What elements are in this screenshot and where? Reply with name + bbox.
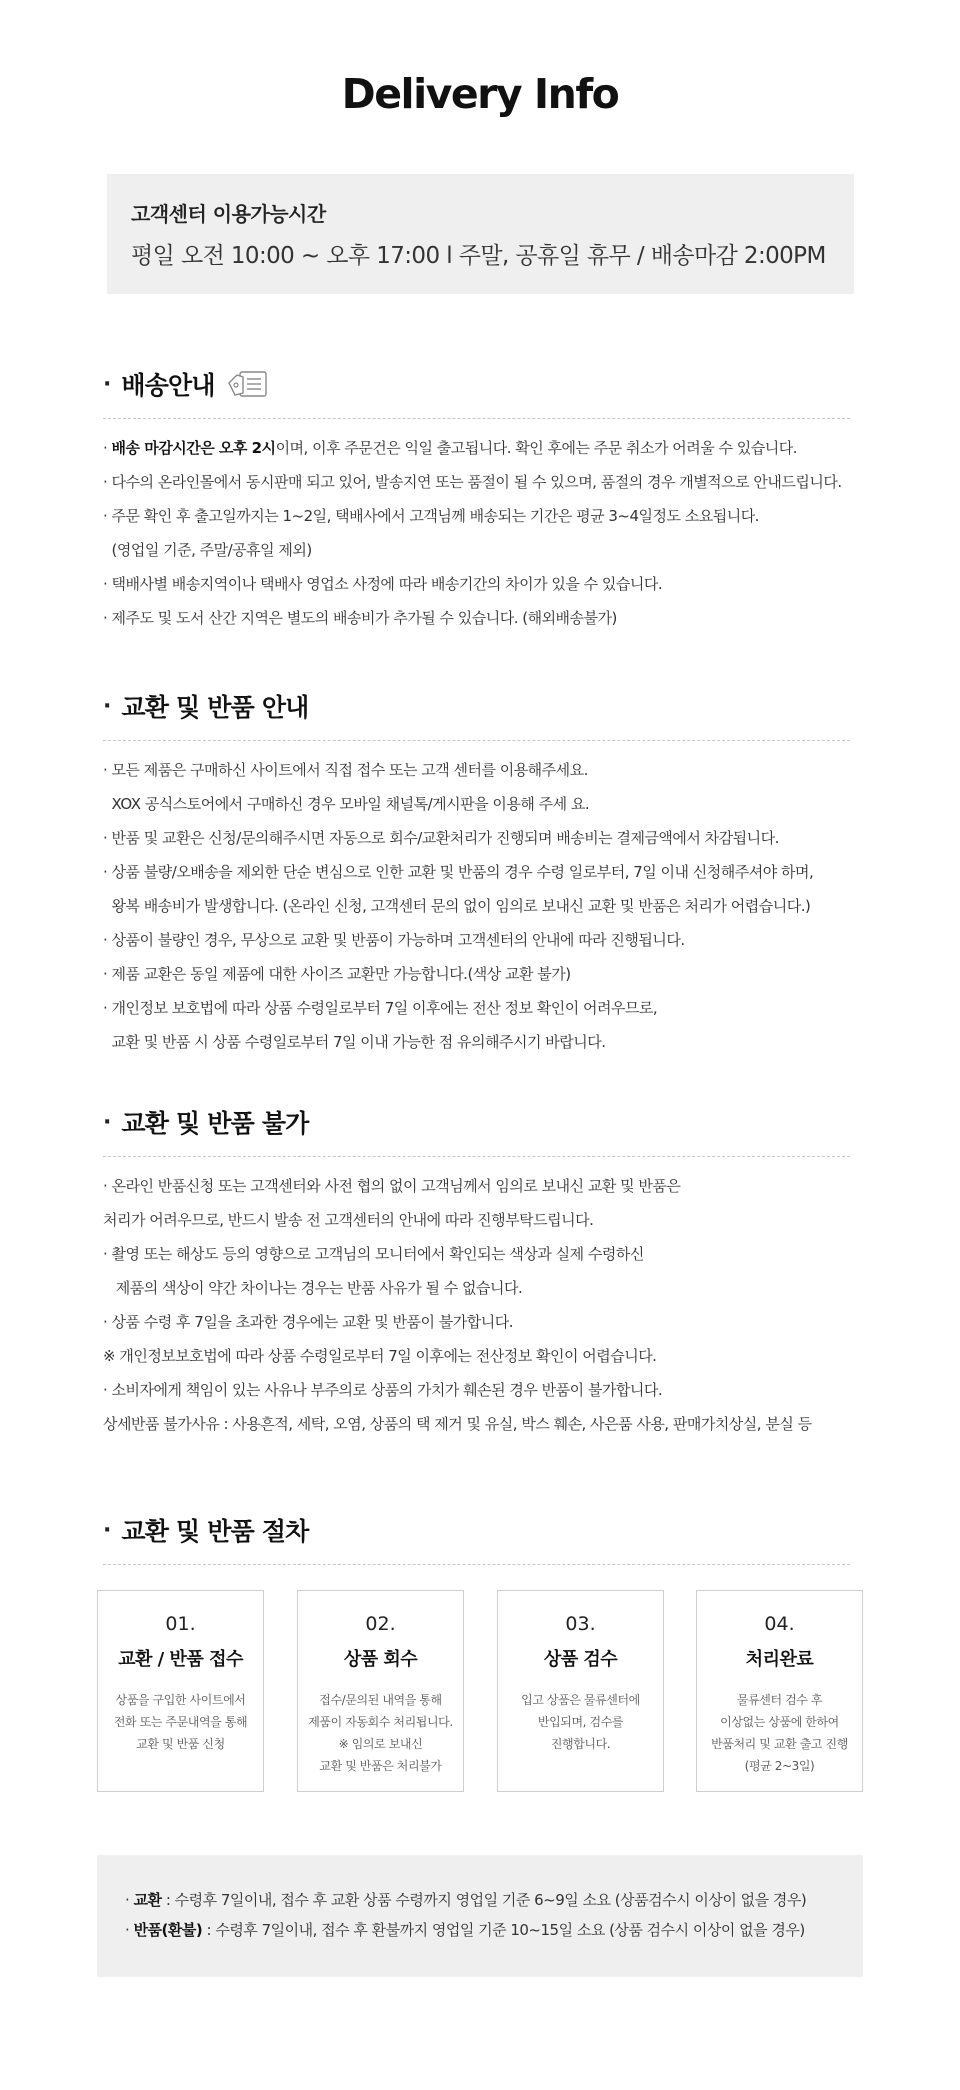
- step-number: 03.: [565, 1613, 596, 1635]
- exchange-line: XOX 공식스토어에서 구매하신 경우 모바일 채널톡/게시판을 이용해 주세 요.: [103, 795, 590, 813]
- step-title: 교환 / 반품 접수: [118, 1649, 243, 1670]
- heading-bullet: ·: [103, 1109, 112, 1135]
- shipping-section: [103, 366, 850, 635]
- shipping-line: · 택배사별 배송지역이나 택배사 영업소 사정에 따라 배송기간의 차이가 있을 수 있습니다.: [103, 575, 663, 593]
- procedure-heading: [103, 1512, 850, 1548]
- step-description: 상품을 구입한 사이트에서 전화 또는 주문내역을 통해 교환 및 반품 신청: [113, 1693, 248, 1751]
- exchange-line: 교환 및 반품 시 상품 수령일로부터 7일 이내 가능한 점 유의해주시기 바랍니다.: [103, 1033, 606, 1051]
- procedure-title: 교환 및 반품 절차: [121, 1517, 309, 1546]
- exchange-line: 왕복 배송비가 발생합니다. (온라인 신청, 고객센터 문의 없이 임의로 보내신 교환 및 반품은 처리가 어렵습니다.): [103, 897, 811, 915]
- note-label: 반품(환불): [133, 1921, 203, 1939]
- procedure-steps: [97, 1590, 863, 1792]
- heading-bullet: ·: [103, 693, 112, 719]
- procedure-section: [103, 1512, 850, 1565]
- step-description: 접수/문의된 내역을 통해 제품이 자동회수 처리됩니다. ※ 임의로 보내신 교환 및 반품은 처리불가: [308, 1693, 453, 1773]
- shipping-line: · 다수의 온라인몰에서 동시판매 되고 있어, 발송지연 또는 품절이 될 수 있으며, 품절의 경우 개별적으로 안내드립니다.: [103, 473, 842, 491]
- not-allowed-lines: [103, 1169, 850, 1441]
- step-number: 01.: [165, 1613, 196, 1635]
- heading-bullet: ·: [103, 371, 112, 397]
- return-not-allowed-section: [103, 1104, 850, 1441]
- customer-center-hours-box: [107, 174, 854, 294]
- not-allowed-line: 제품의 색상이 약간 차이나는 경우는 반품 사유가 될 수 없습니다.: [103, 1279, 523, 1297]
- shipping-heading: [103, 366, 850, 402]
- heading-bullet: ·: [103, 1517, 112, 1543]
- exchange-heading: [103, 688, 850, 724]
- step-title: 상품 회수: [343, 1649, 418, 1670]
- hours-title: 고객센터 이용가능시간: [131, 202, 326, 226]
- step-title: 처리완료: [745, 1649, 814, 1670]
- not-allowed-line: 처리가 어려우므로, 반드시 발송 전 고객센터의 안내에 따라 진행부탁드립니다.: [103, 1211, 594, 1229]
- note-label: 교환: [133, 1891, 162, 1909]
- not-allowed-title: 교환 및 반품 불가: [121, 1109, 309, 1138]
- section-divider: [103, 740, 850, 741]
- exchange-line: · 개인정보 보호법에 따라 상품 수령일로부터 7일 이후에는 전산 정보 확인이 어려우므로,: [103, 999, 658, 1017]
- shipping-line: · 제주도 및 도서 산간 지역은 별도의 배송비가 추가될 수 있습니다. (해외배송불가): [103, 609, 617, 627]
- shipping-line: · 주문 확인 후 출고일까지는 1~2일, 택배사에서 고객님께 배송되는 기간은 평균 3~4일정도 소요됩니다.: [103, 507, 759, 525]
- not-allowed-line: · 소비자에게 책임이 있는 사유나 부주의로 상품의 가치가 훼손된 경우 반품이 불가합니다.: [103, 1381, 663, 1399]
- exchange-info-section: [103, 688, 850, 1059]
- step-number: 02.: [365, 1613, 396, 1635]
- step-card: [497, 1590, 664, 1792]
- step-description: 입고 상품은 물류센터에 반입되며, 검수를 진행합니다.: [521, 1693, 640, 1751]
- step-card: [97, 1590, 264, 1792]
- processing-time-note: [97, 1855, 863, 1977]
- delivery-box-icon: [227, 369, 269, 399]
- shipping-lines: [103, 431, 850, 635]
- note-line-exchange: · 교환 : 수령후 7일이내, 접수 후 교환 상품 수령까지 영업일 기준 6~9일 소요 (상품검수시 이상이 없을 경우): [125, 1891, 807, 1909]
- exchange-line: · 반품 및 교환은 신청/문의해주시면 자동으로 회수/교환처리가 진행되며 배송비는 결제금액에서 차감됩니다.: [103, 829, 779, 847]
- shipping-title: 배송안내: [121, 371, 215, 400]
- shipping-line: (영업일 기준, 주말/공휴일 제외): [103, 541, 312, 559]
- step-card: [297, 1590, 464, 1792]
- section-divider: [103, 418, 850, 419]
- section-divider: [103, 1564, 850, 1565]
- exchange-line: · 상품이 불량인 경우, 무상으로 교환 및 반품이 가능하며 고객센터의 안내에 따라 진행됩니다.: [103, 931, 685, 949]
- not-allowed-line: · 온라인 반품신청 또는 고객센터와 사전 협의 없이 고객님께서 임의로 보내신 교환 및 반품은: [103, 1177, 681, 1195]
- not-allowed-heading: [103, 1104, 850, 1140]
- exchange-line: · 상품 불량/오배송을 제외한 단순 변심으로 인한 교환 및 반품의 경우 수령 일로부터, 7일 이내 신청해주셔야 하며,: [103, 863, 814, 881]
- section-divider: [103, 1156, 850, 1157]
- exchange-title: 교환 및 반품 안내: [121, 693, 309, 722]
- hours-text: 평일 오전 10:00 ~ 오후 17:00 l 주말, 공휴일 휴무 / 배송마감 2:00PM: [131, 243, 826, 269]
- page-title: Delivery Info: [341, 70, 619, 118]
- exchange-line: · 제품 교환은 동일 제품에 대한 사이즈 교환만 가능합니다.(색상 교환 불가): [103, 965, 571, 983]
- step-number: 04.: [764, 1613, 795, 1635]
- not-allowed-line: · 촬영 또는 해상도 등의 영향으로 고객님의 모니터에서 확인되는 색상과 실제 수령하신: [103, 1245, 644, 1263]
- shipping-line: · 배송 마감시간은 오후 2시이며, 이후 주문건은 익일 출고됩니다. 확인 후에는 주문 취소가 어려울 수 있습니다.: [103, 439, 797, 457]
- note-line-refund: · 반품(환불) : 수령후 7일이내, 접수 후 환불까지 영업일 기준 10~15일 소요 (상품 검수시 이상이 없을 경우): [125, 1921, 805, 1939]
- exchange-lines: [103, 753, 850, 1059]
- step-description: 물류센터 검수 후 이상없는 상품에 한하여 반품처리 및 교환 출고 진행 (평균 2~3일): [711, 1693, 848, 1773]
- exchange-line: · 모든 제품은 구매하신 사이트에서 직접 접수 또는 고객 센터를 이용해주세요.: [103, 761, 588, 779]
- not-allowed-line: · 상품 수령 후 7일을 초과한 경우에는 교환 및 반품이 불가합니다.: [103, 1313, 514, 1331]
- step-title: 상품 검수: [543, 1649, 618, 1670]
- not-allowed-line: 상세반품 불가사유 : 사용흔적, 세탁, 오염, 상품의 택 제거 및 유실, 박스 훼손, 사은품 사용, 판매가치상실, 분실 등: [103, 1415, 812, 1433]
- deadline-highlight: 배송 마감시간은 오후 2시: [111, 439, 276, 457]
- step-card: [696, 1590, 863, 1792]
- not-allowed-line: ※ 개인정보보호법에 따라 상품 수령일로부터 7일 이후에는 전산정보 확인이 어렵습니다.: [103, 1347, 657, 1365]
